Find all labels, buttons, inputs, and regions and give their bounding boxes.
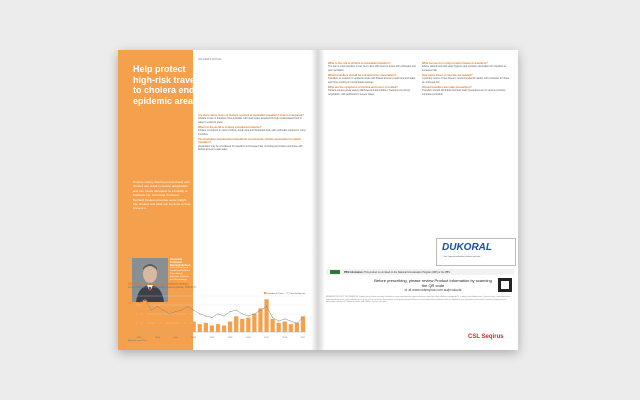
chart-point	[254, 313, 255, 314]
chart-bar	[252, 314, 256, 332]
chart-point	[260, 310, 261, 311]
dukoral-ad-box	[436, 238, 516, 266]
author-bio	[170, 258, 192, 282]
cholera-chart	[128, 282, 310, 344]
chart-point	[169, 313, 170, 314]
pbs-info-strip	[326, 269, 514, 275]
x-tick-label: 2014	[282, 337, 288, 339]
chart-point	[284, 318, 285, 319]
magazine-spread	[118, 50, 518, 350]
x-tick-label: 2017	[300, 337, 306, 339]
page-kicker: ADVERTORIAL	[198, 57, 223, 61]
chart-bar	[137, 311, 141, 332]
qr-code-icon	[498, 278, 512, 292]
chart-point	[151, 310, 152, 311]
chart-bar	[149, 324, 153, 332]
prescribing-notice	[373, 278, 493, 292]
chart-title: Cholera in endemic and epidemic areas	[128, 282, 188, 286]
chart-point	[217, 313, 218, 314]
x-tick-label: 1993	[154, 337, 160, 339]
chart-point	[302, 317, 303, 318]
chart-point	[199, 313, 200, 314]
chart-point	[193, 310, 194, 311]
chart-point	[175, 311, 176, 312]
question: Where in the world is cholera considered endemic?	[198, 126, 262, 129]
chart-bar	[295, 323, 299, 332]
answer: Travellers to endemic or epidemic areas with limited access to safe food and water, and those working in humanitarian settings.	[328, 77, 416, 84]
headline-line: epidemic areas	[133, 95, 199, 106]
chart-bar	[289, 324, 293, 332]
headline-line: to cholera endemic/	[133, 85, 218, 95]
legend-label: Case fatality rate	[289, 293, 306, 295]
chart-bar	[283, 322, 287, 332]
question: What is the risk of cholera to Australian travellers?	[328, 62, 391, 65]
chart-point	[296, 323, 297, 324]
chart-bar	[173, 324, 177, 332]
left-page	[118, 50, 318, 350]
chart-point	[187, 306, 188, 307]
chart-point	[278, 321, 279, 322]
chart-point	[290, 321, 291, 322]
chart-bar	[204, 323, 208, 332]
chart-point	[224, 316, 225, 317]
chart-bar	[192, 322, 196, 332]
author-title: Medical Director of Travel Health Advice	[170, 267, 190, 272]
chart-bar	[246, 318, 250, 332]
x-tick-label: 2011	[264, 337, 269, 339]
chart-bar	[155, 323, 159, 332]
chart-bar	[161, 318, 165, 332]
pbs-text	[344, 271, 451, 274]
chart-bar	[143, 301, 147, 332]
question: Which travellers should be considered for vaccination?	[328, 74, 397, 77]
question: The Australian Immunisation Handbook recommends cholera vaccination for which travellers?	[198, 138, 301, 145]
headline	[133, 64, 293, 106]
chart-point	[205, 316, 206, 317]
question: Are there many cases of cholera reported in Australian travellers? How is it acquired?	[198, 114, 304, 117]
headline-line: Help protect	[133, 64, 186, 74]
answer: Advise careful food and water hygiene and consider vaccination for travellers at increased risk.	[422, 65, 506, 72]
chart-subtitle: Annual cholera cases and mortality reported globally, 1990-2017	[128, 286, 197, 289]
spine-shadow	[311, 50, 325, 350]
author-name: Associate Professor Bernard Hudson	[170, 258, 191, 267]
chart-point	[145, 299, 146, 300]
csl-seqirus-logo: CSL Seqirus	[468, 334, 504, 340]
x-tick-label: 2008	[245, 337, 251, 339]
answer: Cholera causes acute watery diarrhoea and dehydration. Treatment is prompt rehydration, with antibiotics in severe cases.	[328, 89, 410, 96]
chart-point	[242, 313, 243, 314]
chart-bar	[216, 324, 220, 332]
chart-point	[163, 310, 164, 311]
intro-paragraph: Profuse watery diarrhoea associated with cholera can result in severe dehydration and can cause disruption to a holiday or business trip. Associate Professor Bernard Hudson provides some insight into cholera and what can be done to help prevent it.	[133, 180, 191, 211]
chart-bar	[240, 319, 244, 332]
prescribing-line-1: Before prescribing, please review Product Information by scanning the QR code	[374, 278, 492, 288]
chart-point	[230, 311, 231, 312]
chart-bar	[179, 320, 183, 332]
chart-point	[157, 306, 158, 307]
x-tick-label: 1999	[191, 337, 197, 339]
chart-bar	[167, 325, 171, 332]
fine-print: MINIMUM PRODUCT INFORMATION: Dukoral (oral cholera vaccine) Indications: active immunisation against disease caused by Vibrio cholerae serogroup O1 in adults and children from 2 years of age. Contraindications: hypersensitivity to the active substances or to any of the excipients. Precautions: acute gastrointestinal illness or acute febrile illness. Adverse effects: abdominal pain, diarrhoea, loose stools, nausea. Dosage: primary vaccination consists of 2 doses for adults and children 6 years and older.	[326, 296, 511, 304]
x-tick-label: 2002	[209, 337, 215, 339]
pbs-detail: This product is not listed on the National Immunisation Program (NIP) or the PBS.	[364, 270, 451, 274]
chart-point	[181, 310, 182, 311]
right-column-1	[328, 60, 416, 97]
answer: Cholera is rare in travellers from Australia, with most cases acquired through contaminated food or water in endemic areas.	[198, 117, 302, 124]
headline-line: high-risk travellers	[133, 74, 214, 85]
dukoral-logo: DUKORAL	[442, 242, 492, 253]
chart-bar	[270, 319, 274, 332]
answer: Cholera is endemic in parts of Africa, South Asia and Southeast Asia, with outbreaks reported in many countries.	[198, 129, 306, 136]
answer: Vaccination may be considered for travellers at increased risk, including aid workers and those with limited access to safe water.	[198, 144, 303, 152]
right-page	[318, 50, 518, 350]
legend-swatch	[264, 292, 267, 294]
chart-plot	[128, 290, 310, 340]
answer: The risk to most travellers is low, but it rises with travel to areas with outbreaks and poor sanitation.	[328, 65, 416, 72]
right-column-2	[422, 60, 510, 97]
chart-point	[248, 316, 249, 317]
pbs-label: PBS Information:	[344, 270, 364, 274]
chart-bar	[228, 322, 232, 332]
chart-point	[211, 317, 212, 318]
chart-bar	[234, 316, 238, 332]
question: What can we do to help prevent cholera in travellers?	[422, 62, 488, 65]
left-body-column	[198, 112, 308, 152]
chart-bar	[185, 314, 189, 332]
chart-point	[272, 317, 273, 318]
chart-point	[266, 306, 267, 307]
chart-bar	[264, 299, 268, 332]
chart-bar	[222, 325, 226, 332]
question: Should travellers also take precautions?	[422, 86, 472, 89]
author-description: Consultant in Infectious Diseases and Microbiology.	[170, 273, 189, 281]
chart-point	[236, 310, 237, 311]
chart-point	[139, 302, 140, 303]
chart-source: Adapted from WHO	[128, 340, 148, 342]
answer: A primary course of two doses is recommended for adults, with a booster for those at continued risk.	[422, 77, 510, 84]
chart-bar	[198, 324, 202, 332]
chart-bar	[258, 308, 262, 332]
answer: Travellers should still follow food and water precautions as no vaccine provides complete protection.	[422, 89, 506, 96]
question: What are the symptoms of cholera and how is it treated?	[328, 86, 398, 89]
x-tick-label: 1996	[173, 337, 178, 339]
question: How many doses of vaccine are needed?	[422, 74, 473, 77]
prescribing-line-2: or at www.cslseqirus.com.au/products	[404, 288, 462, 292]
chart-bar	[210, 325, 214, 332]
x-tick-label: 2005	[227, 337, 233, 339]
legend-label: Number of Cases	[267, 293, 284, 295]
chart-bar	[277, 323, 281, 332]
dukoral-tagline: Oral, liquid inactivated cholera vaccine	[443, 256, 481, 258]
pbs-icon	[330, 270, 340, 274]
x-tick-label: 1990	[136, 337, 142, 339]
